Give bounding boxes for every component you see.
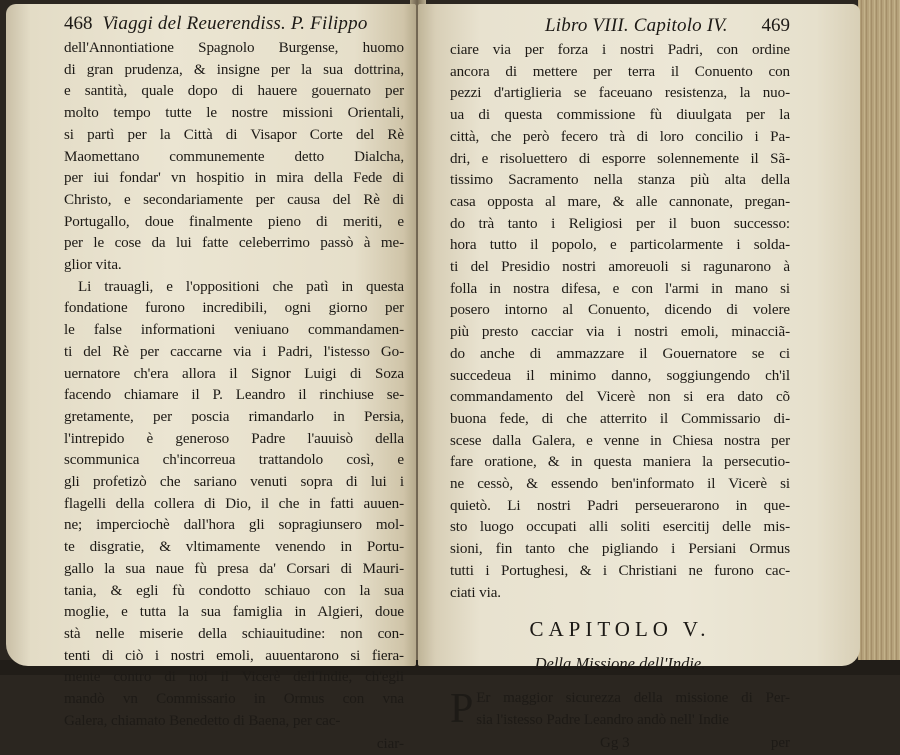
right-page-header <box>450 14 790 38</box>
text-line: quietò. Li nostri Padri perseuerarono in que- <box>450 497 790 514</box>
text-line: fare oratione, & in questa maniera la persecutio- <box>450 454 790 471</box>
text-line: ciati via. <box>450 584 501 601</box>
text-line: dell'Annontiatione Spagnolo Burgense, huomo <box>64 40 404 56</box>
chapter-paragraph-lines <box>450 688 790 731</box>
text-line: le false informationi veniuano commandamen- <box>64 322 404 339</box>
text-line: Galera, chiamato Benedetto di Baena, per cac- <box>64 712 341 729</box>
text-line: do anche di ammazzare il Gouernatore se ci <box>450 345 790 362</box>
signature-mark: Gg 3 <box>600 734 630 751</box>
text-line: casa opposta al mare, & alle cannonate, pregan- <box>450 193 790 210</box>
left-page <box>6 4 416 752</box>
text-line: commandamento del Vicerè non si era dato cõ <box>450 389 790 406</box>
text-line: l'intrepido è generoso Padre l'auuisò della <box>64 430 404 447</box>
text-line: tania, & egli fù condotto schiauo con la sua <box>64 582 404 599</box>
left-page-number: 468 <box>64 13 93 34</box>
text-line: mente contro di noi il Vicerè dell'Indie, ch'egli <box>64 669 404 686</box>
text-line: buona fede, di che atterrito il Commissario di- <box>450 410 790 427</box>
chapter-heading: CAPITOLO V. <box>529 617 711 642</box>
text-line: gallo la sua naue fù presa da' Corsari di Mauri- <box>64 560 404 577</box>
text-line: tutti i Portughesi, & i Christiani ne furono cac- <box>450 562 790 579</box>
text-line: ancora di mettere per terra il Conuento con <box>450 63 790 80</box>
text-line: più presto cacciar via i nostri emoli, minacciã- <box>450 324 790 341</box>
text-line: moglie, e tutta la sua famiglia in Algieri, doue <box>64 604 404 621</box>
text-line: città, che però fecero trà di loro concilio i Pa- <box>450 128 790 145</box>
left-page-body <box>64 38 404 733</box>
left-running-head: Viaggi del Reuerendiss. P. Filippo <box>102 13 368 34</box>
text-line: sioni, fin tanto che pigliando i Persiani Ormus <box>450 541 790 558</box>
text-line: ne cessò, & essendo ben'informato il Vicerè si <box>450 476 790 493</box>
right-catchword: per <box>770 734 790 751</box>
text-line: ua di questa commissione fù diuulgata per la <box>450 107 790 124</box>
text-line: ti del Presidio nostri amoreuoli si ragunarono à <box>450 259 790 276</box>
text-line: Er maggior sicurezza della missione di Per- <box>476 690 790 707</box>
chapter-subtitle: Della Missione dell'Indie. <box>534 654 706 674</box>
text-line: di gran prudenza, & insigne per la sua dottrina, <box>64 61 404 78</box>
text-line: mandò vn Commissario in Ormus con vna <box>64 691 404 708</box>
text-line: folla in nostra difesa, e con l'armi in mano si <box>450 280 790 297</box>
text-line: per iui fondar' vn hospitio in mira della Fede di <box>64 170 404 187</box>
text-line: sia l'istesso Padre Leandro andò nell' Indie <box>476 711 729 728</box>
text-line: succedeua il minimo danno, soggiungendo ch'il <box>450 367 790 384</box>
text-line: molto tempo tutte le nostre missioni Orientali, <box>64 105 404 122</box>
text-line: glior vita. <box>64 257 122 274</box>
right-page-body <box>450 40 790 604</box>
text-line: stà nelle miserie della schiauitudine: non con- <box>64 625 404 642</box>
text-line: do trà tanto i Religiosi per il buon successo: <box>450 215 790 232</box>
text-line: Christo, e secondariamente per causa del Rè di <box>64 191 404 208</box>
text-line: scese dalla Galera, e venne in Chiesa nostra per <box>450 432 790 449</box>
page-edges <box>858 0 900 675</box>
text-line: pezzi d'artiglieria se faceuano resistenza, la nuo- <box>450 85 790 102</box>
text-line: scommunica ch'incorreua trattandolo così, e <box>64 452 404 469</box>
text-line: tissimo Sacramento nella stanza più alta della <box>450 172 790 189</box>
right-running-head: Libro VIII. Capitolo IV. <box>545 15 728 36</box>
text-line: fondatione furono incredibili, ogni giorno per <box>64 300 404 317</box>
text-line: si partì per la Città di Visapor Corte del Rè <box>64 126 404 143</box>
text-line: ciare via per forza i nostri Padri, con ordine <box>450 42 790 58</box>
text-line: dri, e risoluettero di esporre solennemente il Sã- <box>450 150 790 167</box>
text-line: e santità, quale dopo di hauere gouernato per <box>64 83 404 100</box>
right-page-footer <box>450 732 790 754</box>
text-line: Portugallo, doue finalmente pieno di meriti, e <box>64 213 404 230</box>
text-line: Maomettano communemente detto Dialcha, <box>64 148 404 165</box>
text-line: hora tutto il popolo, e particolarmente i solda- <box>450 237 790 254</box>
text-line: per le cose da lui fatte celeberrimo passò à me- <box>64 235 404 252</box>
text-line: facendo chiamare il P. Leandro il rinchiuse se- <box>64 387 404 404</box>
right-page <box>418 4 860 751</box>
text-line: ti del Rè per caccarne via i Padri, l'istesso Go- <box>64 343 404 360</box>
chapter-first-paragraph <box>450 688 790 731</box>
right-page-number: 469 <box>761 15 790 36</box>
text-line: uernatore ch'era allora il Signor Luigi di Soza <box>64 365 404 382</box>
left-page-footer <box>64 733 404 755</box>
text-line: tenti di ciò i nostri emoli, auuentarono si fiera- <box>64 647 404 664</box>
text-line: flagelli della collera di Dio, il che in fatti auuen- <box>64 495 404 512</box>
text-line: gretamente, per poscia rimandarlo in Persia, <box>64 408 404 425</box>
text-line: gli profetizò che sariano venuti sopra di lui i <box>64 474 404 491</box>
text-line: Li trauagli, e l'oppositioni che patì in questa <box>78 278 404 295</box>
text-line: sto luogo occupati alli soliti esercitij delle mis- <box>450 519 790 536</box>
text-line: ne; imperciochè dall'hora gli sopragiunsero mol- <box>64 517 404 534</box>
left-catchword: ciar- <box>376 735 404 752</box>
text-line: te disgratie, & vltimamente venendo in Portu- <box>64 539 404 556</box>
text-line: posero intorno al Conuento, dicendo di volere <box>450 302 790 319</box>
drop-capital: P <box>450 686 474 733</box>
left-page-header <box>64 12 404 36</box>
